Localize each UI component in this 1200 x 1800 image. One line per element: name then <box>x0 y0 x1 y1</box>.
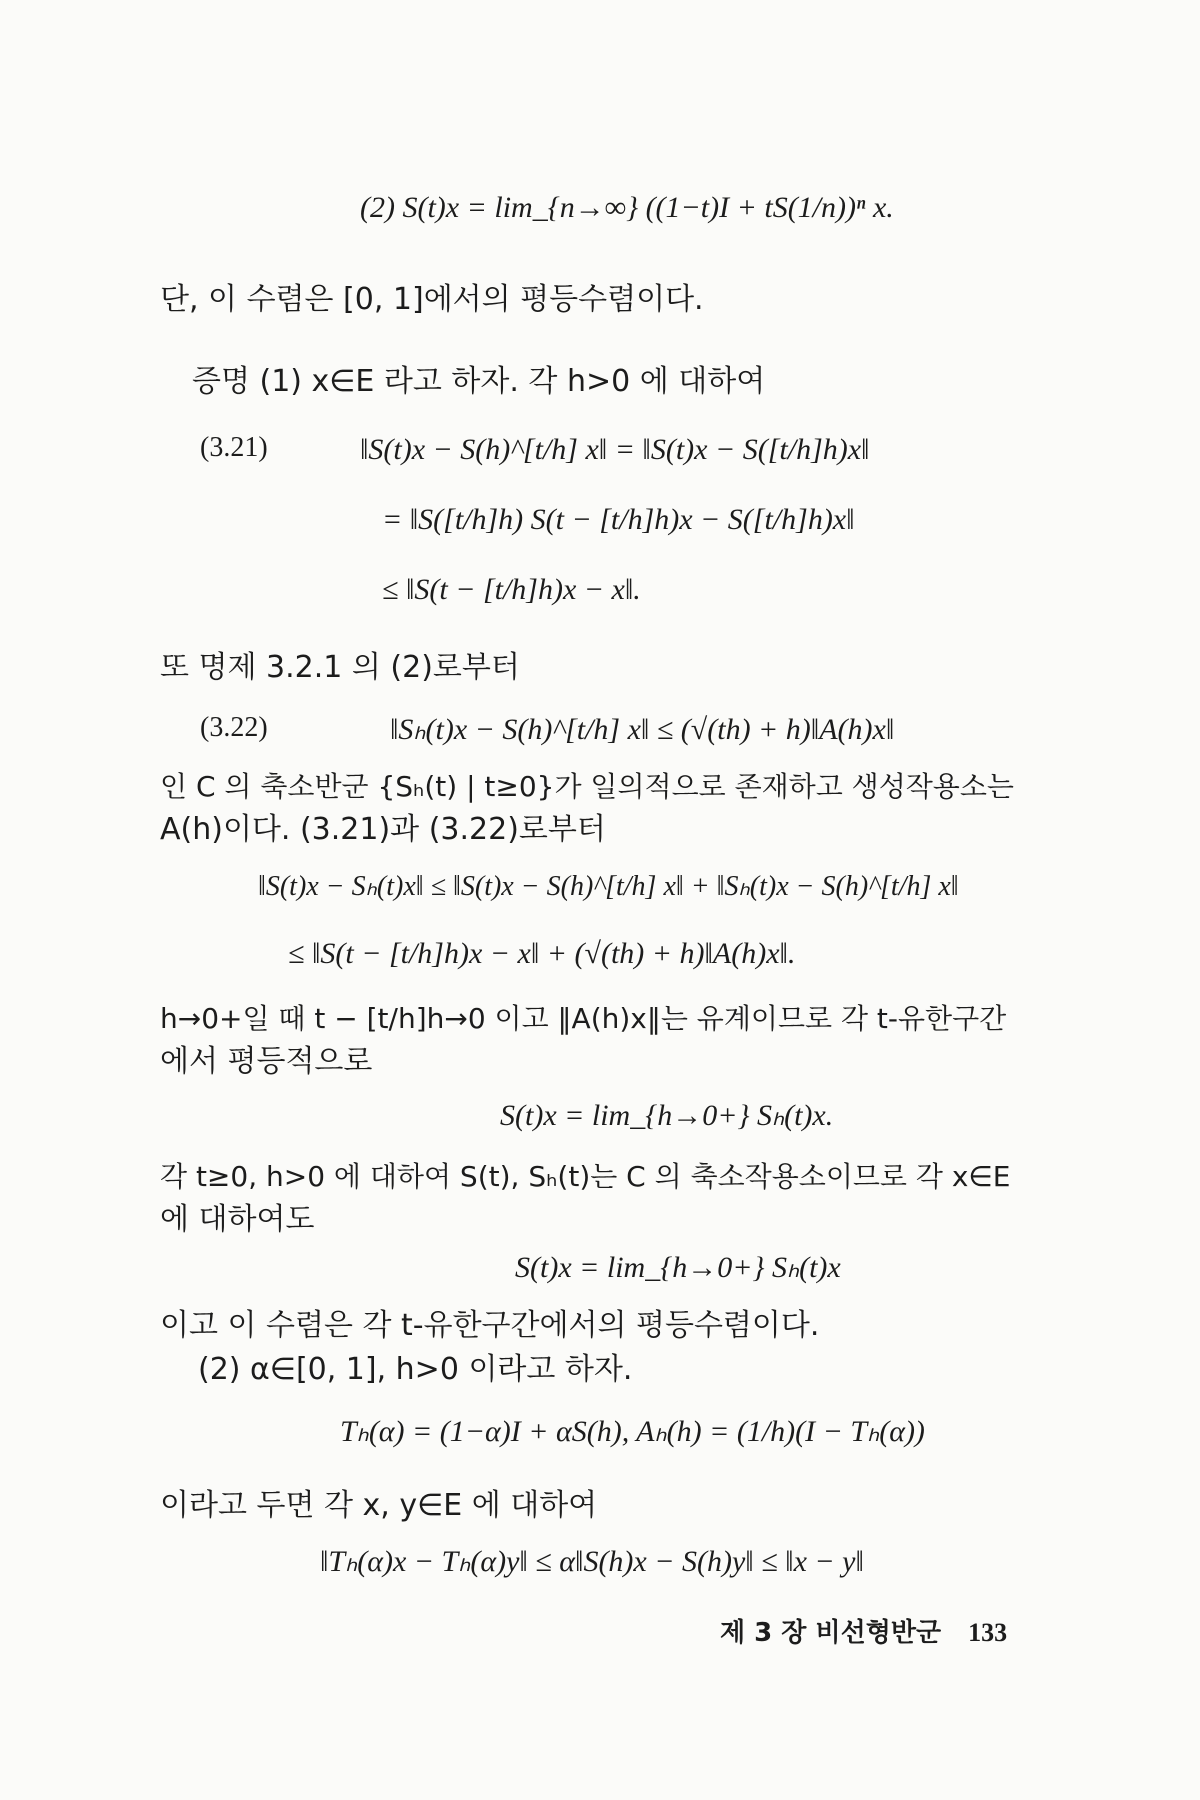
page-footer <box>720 1612 1007 1649</box>
equation-3-21-line2: = ‖S([t/h]h) S(t − [t/h]h)x − S([t/h]h)x‖ <box>382 503 855 536</box>
formula-T-A-definition: Tₕ(α) = (1−α)I + αS(h), Aₕ(h) = (1/h)(I − Tₕ(α)) <box>340 1415 925 1448</box>
formula-nonexpansive: ‖Tₕ(α)x − Tₕ(α)y‖ ≤ α‖S(h)x − S(h)y‖ ≤ ‖x − y‖ <box>320 1545 864 1578</box>
inequality-line2: ≤ ‖S(t − [t/h]h)x − x‖ + (√(th) + h)‖A(h)x‖. <box>288 937 796 970</box>
formula-2-limit: (2) S(t)x = lim_{n→∞} ((1−t)I + tS(1/n))ⁿ x. <box>360 191 894 224</box>
formula-limit-2: S(t)x = lim_{h→0+} Sₕ(t)x <box>515 1251 841 1284</box>
text-each-t-h: 각 t≥0, h>0 에 대하여 S(t), Sₕ(t)는 C 의 축소작용소이므로 각 x∈E <box>160 1160 1011 1193</box>
text-convergence-uniform: 이고 이 수렴은 각 t-유한구간에서의 평등수렴이다. <box>160 1308 820 1343</box>
equation-3-22: ‖Sₕ(t)x − S(h)^[t/h] x‖ ≤ (√(th) + h)‖A(h)x‖ <box>390 713 895 746</box>
text-generator: A(h)이다. (3.21)과 (3.22)로부터 <box>160 812 606 847</box>
equation-number-3-22: (3.22) <box>200 712 268 743</box>
text-uniformly: 에서 평등적으로 <box>160 1044 373 1079</box>
equation-3-21-line1: ‖S(t)x − S(h)^[t/h] x‖ = ‖S(t)x − S([t/h]h)x‖ <box>360 433 870 466</box>
text-put: 이라고 두면 각 x, y∈E 에 대하여 <box>160 1488 598 1523</box>
page-number: 133 <box>968 1618 1008 1647</box>
equation-3-21-line3: ≤ ‖S(t − [t/h]h)x − x‖. <box>382 573 641 606</box>
text-contraction-semigroup: 인 C 의 축소반군 {Sₕ(t) | t≥0}가 일의적으로 존재하고 생성작용소는 <box>160 770 1014 803</box>
inequality-line1: ‖S(t)x − Sₕ(t)x‖ ≤ ‖S(t)x − S(h)^[t/h] x‖ + ‖Sₕ(t)x − S(h)^[t/h] x‖ <box>258 871 959 902</box>
text-part-2: (2) α∈[0, 1], h>0 이라고 하자. <box>198 1352 633 1387</box>
equation-number-3-21: (3.21) <box>200 432 268 463</box>
text-from-proposition: 또 명제 3.2.1 의 (2)로부터 <box>160 650 520 685</box>
formula-limit-1: S(t)x = lim_{h→0+} Sₕ(t)x. <box>500 1099 834 1132</box>
chapter-title: 제 3 장 비선형반군 <box>720 1618 942 1648</box>
text-for-each-x: 에 대하여도 <box>160 1202 315 1237</box>
text-h-limit: h→0+일 때 t − [t/h]h→0 이고 ‖A(h)x‖는 유계이므로 각 t-유한구간 <box>160 1002 1007 1035</box>
text-uniform-convergence-note: 단, 이 수렴은 [0, 1]에서의 평등수렴이다. <box>160 282 704 317</box>
proof-intro: 증명 (1) x∈E 라고 하자. 각 h>0 에 대하여 <box>192 364 766 399</box>
